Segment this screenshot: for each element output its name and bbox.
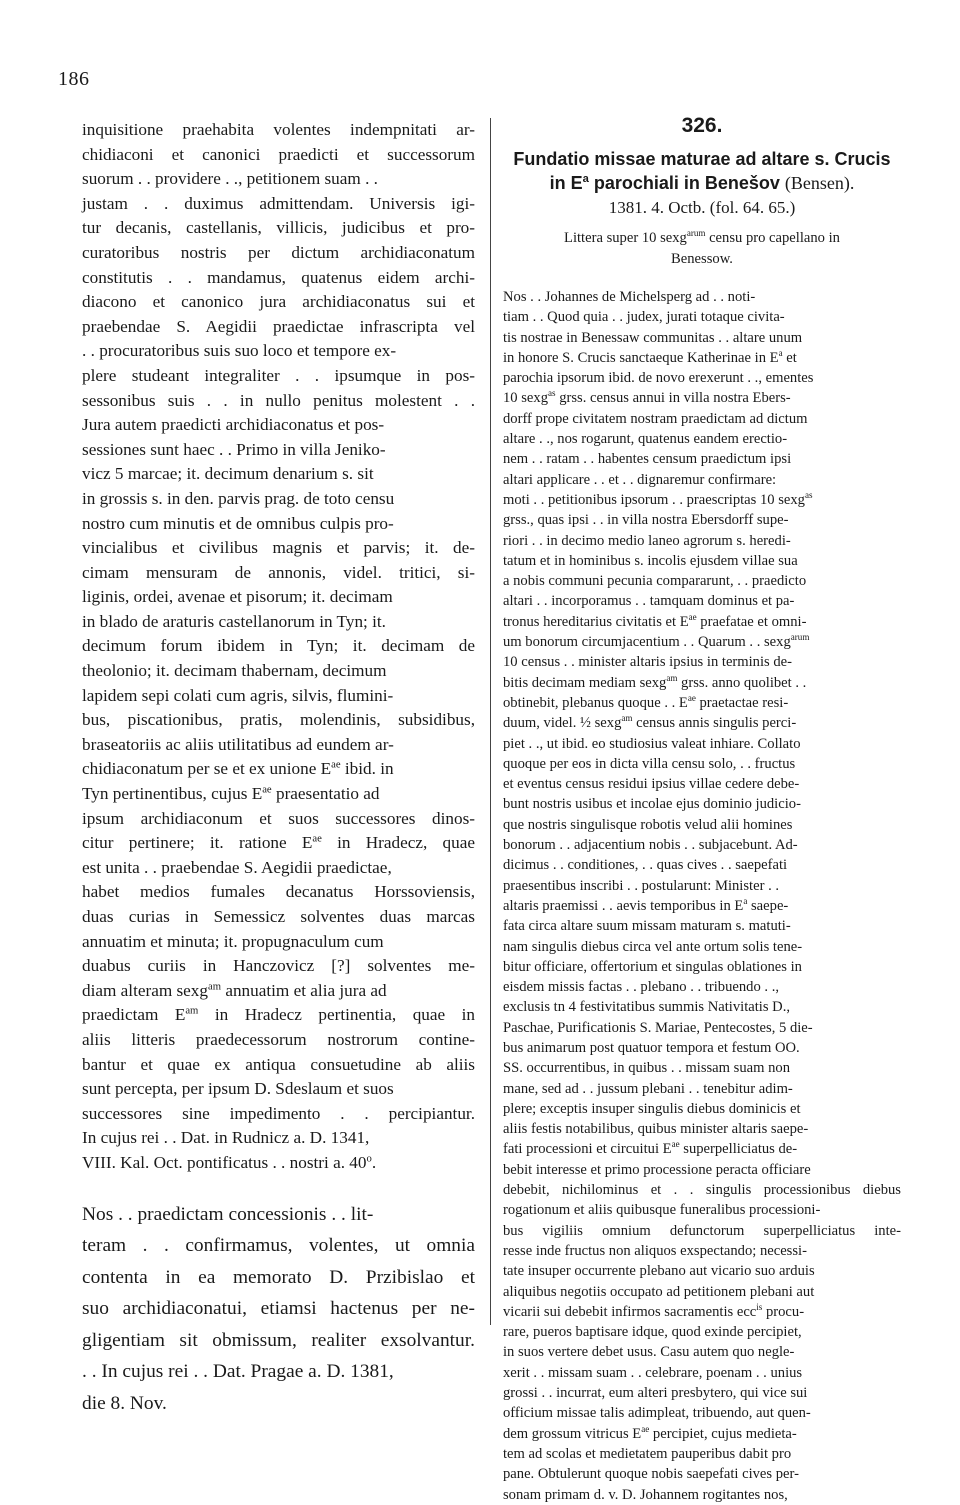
text-line: rogationum et aliis quibusque funeralibus processioni- (503, 1202, 821, 1219)
text-line: bus animarum post quatuor tempora et festum OO. (503, 1039, 800, 1056)
text-line: bitis decimam mediam sexg$^{am}$ grss. anno quolibet . . (503, 672, 807, 691)
page-number: 186 (58, 68, 90, 90)
text-line: mane, sed ad . . jussum plebani . . tenebitur adim- (503, 1080, 793, 1097)
text-line: decimum forum ibidem in Tyn; it. decimam de (82, 636, 475, 656)
subtitle-line-1 (503, 228, 901, 249)
text-line: fati processioni et circuitui $E^{ae}$ superpelliciatus de- (503, 1139, 798, 1158)
text-line: altari . . incorporamus . . tamquam dominus et pa- (503, 593, 795, 610)
text-line: bantur et quae ex antiqua consuetudine ab aliis (82, 1054, 475, 1074)
heading-superscript: a (582, 173, 589, 185)
document-number: 326. (681, 114, 723, 137)
text-line: Nos . . Johannes de Michelsperg ad . . noti- (503, 289, 756, 305)
heading-text: in E (549, 173, 583, 193)
text-line: tiam . . Quod quia . . judex, jurati totaque civita- (503, 309, 785, 326)
text-line: citur pertinere; it. ratione $E^{ae}$ in Hradecz, quae (82, 833, 475, 853)
text-line: bunt nostris usibus et incolae ejus dominio judicio- (503, 796, 801, 813)
text-line: quoque per eos in dicta villa censu solo, . . fructus (503, 755, 796, 772)
text-line: plere; exceptis insuper singulis diebus dominicis et (503, 1100, 801, 1117)
text-line: in honore S. Crucis sanctaeque Katherinae in $E^a$ et (503, 348, 797, 366)
heading-place-name: (Bensen). (784, 173, 855, 193)
superscript: as (548, 388, 556, 399)
text-line: curatoribus nostris per dictum archidiaconatum (82, 242, 475, 262)
text-line: 10 census . . minister altaris ipsius in terminis de- (503, 654, 792, 671)
text-line: contenta in ea memorato D. Przibislao et (82, 1266, 475, 1288)
confirmation-paragraph (82, 1199, 475, 1420)
heading-text: parochiali in Benešov (588, 173, 785, 193)
text-line: debebit, nichilominus et . . singulis processionibus diebus (503, 1182, 901, 1199)
text-line: habet medios fumales decanatus Horssoviensis, (82, 882, 475, 902)
document-subtitle (503, 228, 901, 270)
text-line: Nos . . praedictam concessionis . . lit- (82, 1203, 374, 1225)
text-line: praebendae S. Aegidii praedictae infrascripta vel (82, 316, 475, 336)
text-line: successores sine impedimento . . percipiantur. (82, 1103, 475, 1123)
section-gap (503, 270, 901, 287)
text-line: grossi . . incurrat, eum alteri presbytero, qui vice sui (503, 1385, 808, 1402)
text-line: diacono et canonico jura archidiaconatus sui et (82, 292, 475, 312)
text-line: et eventus census residui ipsius villae cedere debe- (503, 776, 800, 793)
text-line: in grossis s. in den. parvis prag. de toto censu (82, 488, 395, 508)
text-line: nem . . ratam . . habentes censum praedictum ipsi (503, 451, 792, 468)
subtitle-text: censu pro capellano in (705, 230, 840, 246)
text-line: chidiaconatum per se et ex unione $E^{ae}$ ibid. in (82, 759, 394, 779)
text-line: altare . ., nos rogarunt, quatenus eandem erectio- (503, 431, 788, 448)
text-line: duabus curiis in Hanczovicz [?] solventes me- (82, 956, 475, 976)
text-line: sessiones sunt haec . . Primo in villa Jeniko- (82, 439, 386, 459)
text-line: exclusis tn 4 festivitatibus summis Nativitatis D., (503, 999, 790, 1016)
superscript: arum (790, 632, 810, 643)
text-line: chidiaconi et canonici praedicti et successorum (82, 144, 475, 164)
text-line: teram . . confirmamus, volentes, ut omnia (82, 1235, 475, 1257)
section-gap (82, 1176, 475, 1199)
superscript: a (778, 348, 783, 359)
text-line: dorff prope civitatem nostram praedictam ad dictum (503, 410, 808, 427)
text-line: aliis litteris praedecessorum nostrorum contine- (82, 1029, 475, 1049)
text-line: riori . . in decimo medio laneo agrorum s. heredi- (503, 532, 791, 549)
text-line: pane. Obtulerunt quoque nobis saepefati cives per- (503, 1466, 799, 1483)
heading-line-2 (503, 171, 901, 195)
text-line: que nostris singulisque robotis velud alii homines (503, 816, 793, 833)
left-column-body (82, 118, 475, 1176)
text-line: in suos vertere debet usus. Casu autem quo negle- (503, 1344, 795, 1361)
subtitle-superscript: arum (686, 228, 706, 239)
text-line: dicimus . . conditiones, . . quas cives . . saepefati (503, 857, 788, 874)
text-line: xerit . . missam suam . . celebrare, poenam . . unius (503, 1364, 803, 1381)
text-line: tronus hereditarius civitatis et $E^{ae}$ praefatae et omni- (503, 611, 807, 630)
text-line: vicz 5 marcae; it. decimum denarium s. sit (82, 464, 374, 484)
superscript: ae (687, 693, 696, 704)
text-line: duum, videl. ½ sexg$^{am}$ census annis singulis perci- (503, 713, 797, 732)
text-line: a nobis communi pecunia compararunt, . . praedicto (503, 573, 807, 590)
superscript: am (185, 1005, 199, 1017)
text-line: rare, pueros baptisare idque, quod exinde percipiet, (503, 1324, 802, 1341)
superscript: a (743, 896, 748, 907)
text-line: theolonio; it. decimam thabernam, decimum (82, 661, 387, 681)
text-line: um bonorum circumjacentium . . Quarum . . sexg$^{arum}$ (503, 632, 810, 651)
text-line: altari applicare . . et . . dignaremur confirmare: (503, 471, 777, 488)
text-line: tate insuper occurrente plebano aut vicario suo arduis (503, 1263, 815, 1280)
text-line: annuatim et minuta; it. propugnaculum cum (82, 931, 384, 951)
text-line: tis nostrae in Benessaw communitas . . altare unum (503, 329, 803, 346)
text-line: Jura autem praedicti archidiaconatus et pos- (82, 415, 385, 435)
text-line: tur decanis, castellanis, villicis, judicibus et pro- (82, 218, 475, 238)
text-line: aliquibus negotiis occupato ad petitionem plebani aut (503, 1283, 815, 1300)
text-line: altaris praemissi . . aevis temporibus in $E^a$ saepe- (503, 896, 789, 914)
text-line: duas curias in Semessicz solventes duas marcas (82, 907, 475, 926)
subtitle-text: Littera super 10 sexg (564, 230, 687, 246)
text-line: inquisitione praehabita volentes indempnitati ar- (82, 120, 475, 139)
text-line: bus, piscationibus, pratis, molendinis, subsidibus, (82, 710, 475, 730)
superscript: ae (331, 759, 341, 771)
text-line: lapidem sepi colati cum agris, silvis, flumini- (82, 685, 394, 705)
text-line: bebit interesse et primo processione peracta officiare (503, 1161, 811, 1178)
text-line: moti . . petitionibus ipsorum . . praescriptas 10 sexg$^{as}$ (503, 490, 813, 508)
text-line: 10 sexg$^{as}$ grss. census annui in villa nostra Ebers- (503, 388, 791, 407)
text-line: Paschae, Purificationis S. Mariae, Pentecostes, 5 die- (503, 1019, 813, 1036)
column-divider (490, 118, 491, 1325)
text-line: praedictam $E^{am}$ in Hradecz pertinentia, quae in (82, 1005, 475, 1025)
text-line: In cujus rei . . Dat. in Rudnicz a. D. 1341, (82, 1128, 370, 1148)
document-dateline: 1381. 4. Octb. (fol. 64. 65.) (608, 198, 796, 217)
text-line: vicarii sui debebit infirmos sacramentis ecc$^{is}$ procu- (503, 1301, 805, 1320)
right-column-body (503, 287, 901, 1505)
text-line: est unita . . praebendae S. Aegidii praedictae, (82, 857, 392, 877)
superscript: ae (688, 611, 697, 622)
text-line: liginis, ordei, avenae et pisorum; it. decimam (82, 587, 393, 607)
text-line: suorum . . providere . ., petitionem suam . . (82, 169, 378, 189)
superscript: ae (262, 784, 272, 796)
text-line: gligentiam sit obmissum, realiter exsolvantur. (82, 1329, 475, 1351)
text-line: cimam mensuram de annonis, videl. tritici, si- (82, 562, 475, 582)
text-line: sonam primam d. v. D. Johannem rogitantes nos, (503, 1486, 788, 1503)
text-line: . . In cujus rei . . Dat. Pragae a. D. 1381, (82, 1361, 394, 1383)
text-line: vincialibus et civilibus magnis et parvis; it. de- (82, 538, 475, 558)
text-line: bonorum . . adjacentium nobis . . subjacebunt. Ad- (503, 837, 798, 854)
text-line: VIII. Kal. Oct. pontificatus . . nostri a. 40$^o$. (82, 1152, 377, 1172)
superscript: ae (312, 833, 322, 845)
superscript: am (621, 713, 633, 724)
text-line: justam . . duximus admittendam. Universis igi- (82, 193, 475, 213)
left-column (82, 118, 475, 1419)
text-line: praesentibus inscribi . . postularunt: Minister . . (503, 877, 780, 894)
text-line: dem grossum vitricus $E^{ae}$ percipiet, cujus medieta- (503, 1423, 797, 1442)
document-heading (503, 147, 901, 195)
text-line: officium missae talis adimpleat, tribuendo, aut quen- (503, 1405, 811, 1422)
text-line: tatum et in hominibus s. incolis ejusdem villae sua (503, 552, 798, 569)
text-line: piet . ., ut ibid. eo studiosius valeat inhiare. Collato (503, 735, 801, 752)
text-line: bitur officiare, offertorium et singulas oblationes in (503, 958, 802, 975)
text-line: tem ad scolas et medietatem pauperibus dabit pro (503, 1445, 792, 1462)
superscript: am (666, 672, 678, 683)
text-line: in blado de araturis castellanorum in Tyn; it. (82, 611, 386, 631)
text-line: . . procuratoribus suis suo loco et tempore ex- (82, 341, 397, 361)
superscript: ae (641, 1423, 650, 1434)
text-line: die 8. Nov. (82, 1392, 167, 1414)
superscript: o (366, 1153, 372, 1165)
text-line: constitutis . . mandamus, quatenus eidem archi- (82, 267, 475, 287)
text-line: Tyn pertinentibus, cujus $E^{ae}$ praesentatio ad (82, 784, 380, 804)
text-line: bus vigiliis omnium defunctorum superpelliciatus inte- (503, 1222, 901, 1239)
text-line: braseatoriis ac aliis utilitatibus ad eundem ar- (82, 734, 394, 754)
text-line: SS. occurrentibus, in quibus . . missam suam non (503, 1060, 791, 1077)
text-line: grss., quas ipsi . . in villa nostra Ebersdorff supe- (503, 512, 789, 529)
heading-line-1: Fundatio missae maturae ad altare s. Crucis (513, 149, 891, 169)
text-line: plere studeant integraliter . . ipsumque in pos- (82, 365, 475, 385)
text-line: ipsum archidiaconum et suos successores dinos- (82, 808, 475, 828)
right-column (503, 112, 901, 1505)
text-line: sunt percepta, per ipsum D. Sdeslaum et suos (82, 1079, 394, 1099)
text-line: suo archidiaconatui, etiamsi hactenus per ne- (82, 1298, 475, 1320)
subtitle-line-2: Benessow. (671, 251, 733, 267)
text-line: sessonibus suis . . in nullo penitus molestent . . (82, 390, 475, 410)
text-line: fata circa altare suum missam maturam s. matuti- (503, 918, 791, 935)
text-line: diam alteram sexg$^{am}$ annuatim et alia jura ad (82, 980, 387, 1000)
superscript: as (804, 490, 813, 501)
text-line: eisdem missis factas . . plebano . . tribuendo . ., (503, 979, 780, 996)
superscript: ae (671, 1139, 680, 1150)
superscript: is (756, 1301, 763, 1312)
text-line: nam singulis diebus circa vel ante ortum solis tene- (503, 938, 803, 955)
text-line: resse inde fructus non aliquos exspectando; necessi- (503, 1242, 807, 1259)
superscript: am (208, 981, 222, 993)
text-line: aliis festis notabilibus, quibus minister altaris saepe- (503, 1121, 809, 1138)
text-line: parochia ipsorum ibid. de novo erexerunt . ., ementes (503, 370, 814, 387)
text-line: obtinebit, plebanus quoque . . $E^{ae}$ praetactae resi- (503, 693, 789, 711)
text-line: nostro cum minutis et de omnibus culpis pro- (82, 513, 394, 533)
